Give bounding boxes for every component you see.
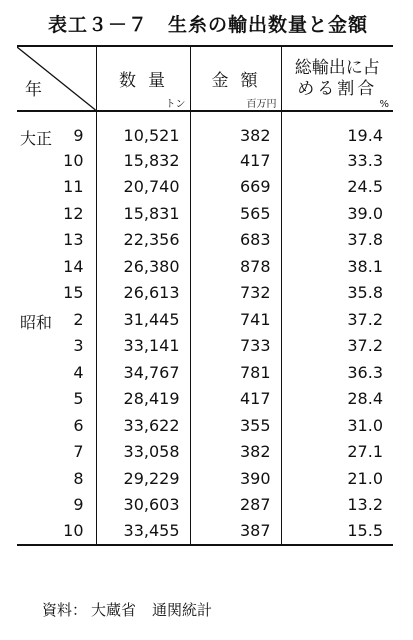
value-amount: 390 (239, 468, 271, 488)
cell-quantity (96, 333, 190, 360)
cell-year (17, 200, 96, 227)
cell-quantity (96, 227, 190, 254)
header-year-label: 年 (25, 80, 42, 100)
year-number: 6 (73, 415, 84, 435)
value-share: 37.2 (347, 309, 383, 329)
value-amount: 387 (239, 521, 271, 541)
year-number: 15 (63, 283, 84, 303)
value-amount: 732 (239, 283, 271, 303)
value-share: 24.5 (347, 177, 383, 197)
year-number: 2 (73, 309, 84, 329)
cell-year (17, 174, 96, 201)
cell-year (17, 465, 96, 492)
cell-share (281, 306, 393, 333)
table-row (17, 518, 393, 545)
cell-share (281, 386, 393, 413)
value-share: 31.0 (347, 415, 383, 435)
table-body (17, 99, 393, 545)
cell-quantity (96, 492, 190, 519)
cell-quantity (96, 147, 190, 174)
year-number: 12 (63, 203, 84, 223)
year-number: 5 (73, 389, 84, 409)
table-row (17, 333, 393, 360)
cell-amount (190, 439, 281, 466)
era-label: 大正 (20, 129, 53, 148)
cell-year (17, 359, 96, 386)
cell-amount (190, 200, 281, 227)
value-quantity: 26,613 (123, 283, 180, 303)
cell-quantity (96, 99, 190, 147)
value-quantity: 29,229 (123, 468, 180, 488)
value-amount: 417 (239, 150, 271, 170)
cell-year (17, 412, 96, 439)
table-row (17, 386, 393, 413)
table-row (17, 412, 393, 439)
header-share-line2: める割合 (297, 78, 378, 99)
year-number: 4 (73, 362, 84, 382)
table-row (17, 359, 393, 386)
cell-quantity (96, 280, 190, 307)
value-amount: 382 (239, 126, 271, 145)
cell-amount (190, 386, 281, 413)
table-row (17, 174, 393, 201)
cell-year (17, 253, 96, 280)
value-share: 38.1 (347, 256, 383, 276)
table-row (17, 306, 393, 333)
cell-quantity (96, 359, 190, 386)
year-number: 10 (63, 150, 84, 170)
value-quantity: 22,356 (123, 230, 180, 250)
value-quantity: 33,058 (123, 442, 180, 462)
cell-quantity (96, 518, 190, 545)
value-amount: 355 (239, 415, 271, 435)
year-number: 11 (63, 177, 84, 197)
cell-share (281, 518, 393, 545)
cell-quantity (96, 439, 190, 466)
cell-share (281, 333, 393, 360)
header-year (17, 46, 96, 111)
table-row (17, 280, 393, 307)
value-amount: 741 (239, 309, 271, 329)
cell-year (17, 306, 96, 333)
year-number: 9 (73, 495, 84, 515)
unit-quantity: トン (165, 99, 186, 110)
cell-share (281, 200, 393, 227)
value-quantity: 15,831 (123, 203, 180, 223)
value-quantity: 26,380 (123, 256, 180, 276)
cell-share (281, 359, 393, 386)
cell-share (281, 174, 393, 201)
cell-amount (190, 227, 281, 254)
cell-amount (190, 280, 281, 307)
cell-share (281, 253, 393, 280)
year-number: 10 (63, 521, 84, 541)
year-number: 3 (73, 336, 84, 356)
header-share-line1: 総輸出に占 (294, 57, 380, 78)
cell-year (17, 280, 96, 307)
value-share: 37.2 (347, 336, 383, 356)
value-share: 15.5 (347, 521, 383, 541)
value-quantity: 31,445 (123, 309, 180, 329)
cell-quantity (96, 174, 190, 201)
cell-share (281, 280, 393, 307)
value-quantity: 33,141 (123, 336, 180, 356)
value-share: 35.8 (347, 283, 383, 303)
cell-share (281, 227, 393, 254)
year-number: 13 (63, 230, 84, 250)
year-number: 7 (73, 442, 84, 462)
cell-year (17, 518, 96, 545)
era-label: 昭和 (20, 312, 53, 332)
cell-year (17, 111, 96, 147)
value-quantity: 33,622 (123, 415, 180, 435)
table-row (17, 492, 393, 519)
cell-amount (190, 253, 281, 280)
cell-share (281, 412, 393, 439)
cell-quantity (96, 200, 190, 227)
cell-amount (190, 492, 281, 519)
cell-amount (190, 518, 281, 545)
value-share: 33.3 (347, 150, 383, 170)
cell-quantity (96, 386, 190, 413)
year-number: 8 (73, 468, 84, 488)
cell-year (17, 147, 96, 174)
cell-year (17, 333, 96, 360)
table-row (17, 227, 393, 254)
value-share: 36.3 (347, 362, 383, 382)
value-amount: 565 (239, 203, 271, 223)
value-share: 39.0 (347, 203, 383, 223)
cell-share (281, 465, 393, 492)
cell-quantity (96, 465, 190, 492)
unit-share: % (379, 99, 389, 110)
value-share: 37.8 (347, 230, 383, 250)
value-amount: 417 (239, 389, 271, 409)
value-share: 13.2 (347, 495, 383, 515)
cell-amount (190, 174, 281, 201)
value-amount: 287 (239, 495, 271, 515)
table-row (17, 200, 393, 227)
value-quantity: 28,419 (123, 389, 180, 409)
cell-year (17, 439, 96, 466)
cell-share (281, 439, 393, 466)
cell-quantity (96, 412, 190, 439)
value-share: 19.4 (347, 126, 383, 145)
cell-quantity (96, 253, 190, 280)
header-quantity: 数量 (96, 46, 190, 111)
source-doc: 通関統計 (152, 601, 213, 619)
value-quantity: 20,740 (123, 177, 180, 197)
value-share: 27.1 (347, 442, 383, 462)
header-row (17, 46, 393, 111)
cell-year (17, 386, 96, 413)
value-amount: 382 (239, 442, 271, 462)
value-quantity: 34,767 (123, 362, 180, 382)
value-quantity: 10,521 (123, 126, 180, 145)
unit-amount: 百万円 (246, 99, 277, 110)
value-quantity: 33,455 (123, 521, 180, 541)
header-share (281, 46, 393, 111)
year-number: 9 (73, 126, 84, 145)
cell-amount (190, 359, 281, 386)
table-row (17, 147, 393, 174)
source-note (42, 599, 212, 620)
value-amount: 781 (239, 362, 271, 382)
cell-amount (190, 99, 281, 147)
source-label: 資料： (42, 601, 88, 619)
cell-amount (190, 412, 281, 439)
cell-quantity (96, 306, 190, 333)
table-row (17, 253, 393, 280)
table-row (17, 111, 393, 147)
cell-amount (190, 147, 281, 174)
cell-share (281, 147, 393, 174)
value-share: 28.4 (347, 389, 383, 409)
table-row (17, 439, 393, 466)
value-amount: 733 (239, 336, 271, 356)
cell-share (281, 99, 393, 147)
value-amount: 683 (239, 230, 271, 250)
cell-year (17, 492, 96, 519)
cell-amount (190, 333, 281, 360)
table-title: 表工３－７ 生糸の輸出数量と金額 (48, 14, 369, 36)
value-amount: 669 (239, 177, 271, 197)
header-amount: 金額 (190, 46, 281, 111)
cell-share (281, 492, 393, 519)
cell-amount (190, 465, 281, 492)
value-quantity: 30,603 (123, 495, 180, 515)
cell-year (17, 227, 96, 254)
source-org: 大蔵省 (91, 601, 137, 619)
value-quantity: 15,832 (123, 150, 180, 170)
silk-export-table (17, 45, 393, 546)
value-amount: 878 (239, 256, 271, 276)
table-row (17, 465, 393, 492)
cell-amount (190, 306, 281, 333)
value-share: 21.0 (347, 468, 383, 488)
year-number: 14 (63, 256, 84, 276)
